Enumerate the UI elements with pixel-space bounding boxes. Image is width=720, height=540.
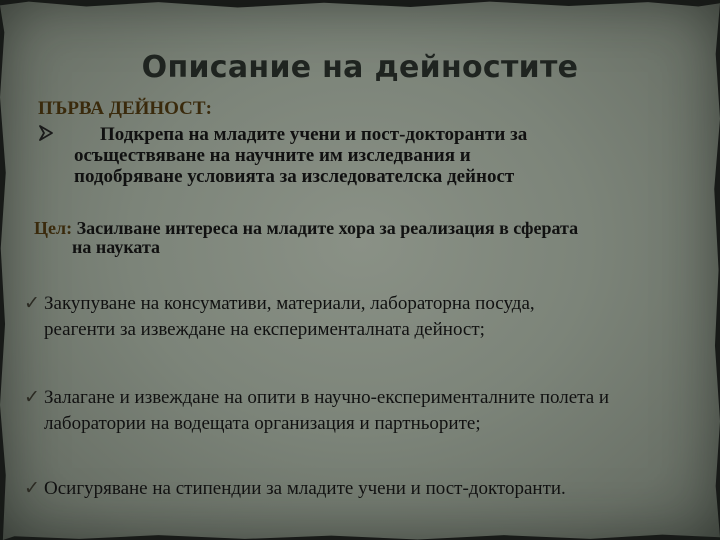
checklist-item	[24, 476, 708, 502]
checklist-item-line-1: Осигуряване на стипендии за младите учени и пост-докторанти.	[44, 478, 566, 499]
activity-description	[74, 124, 674, 187]
activity-line-2: осъществяване на научните им изследвания и	[74, 145, 471, 166]
goal-block	[34, 219, 702, 257]
goal-text-line-2: на науката	[72, 237, 161, 257]
checkmark-icon: ✓	[24, 293, 40, 314]
arrow-bullet-icon	[38, 124, 54, 142]
activity-line-3: подобряване условията за изследователска дейност	[74, 166, 515, 187]
activity-line-1: Подкрепа на младите учени и пост-докторанти за	[100, 124, 528, 145]
checklist-item-line-2: реагенти за извеждане на експерименталната дейност;	[44, 319, 485, 340]
checklist-item-line-2: лаборатории на водещата организация и партньорите;	[44, 413, 481, 434]
activity-heading: ПЪРВА ДЕЙНОСТ:	[38, 98, 212, 119]
checklist-item	[24, 385, 708, 437]
checklist-item	[24, 291, 708, 343]
goal-label: Цел:	[34, 218, 73, 238]
goal-text-line-1: Засилване интереса на младите хора за реализация в сферата	[76, 218, 579, 238]
checklist-item-line-1: Закупуване на консумативи, материали, лабораторна посуда,	[44, 293, 535, 314]
checkmark-icon: ✓	[24, 387, 40, 408]
page-title: Описание на дейностите	[141, 50, 579, 85]
checkmark-icon: ✓	[24, 478, 40, 499]
checklist-item-line-1: Залагане и извеждане на опити в научно-експерименталните полета и	[44, 387, 610, 408]
